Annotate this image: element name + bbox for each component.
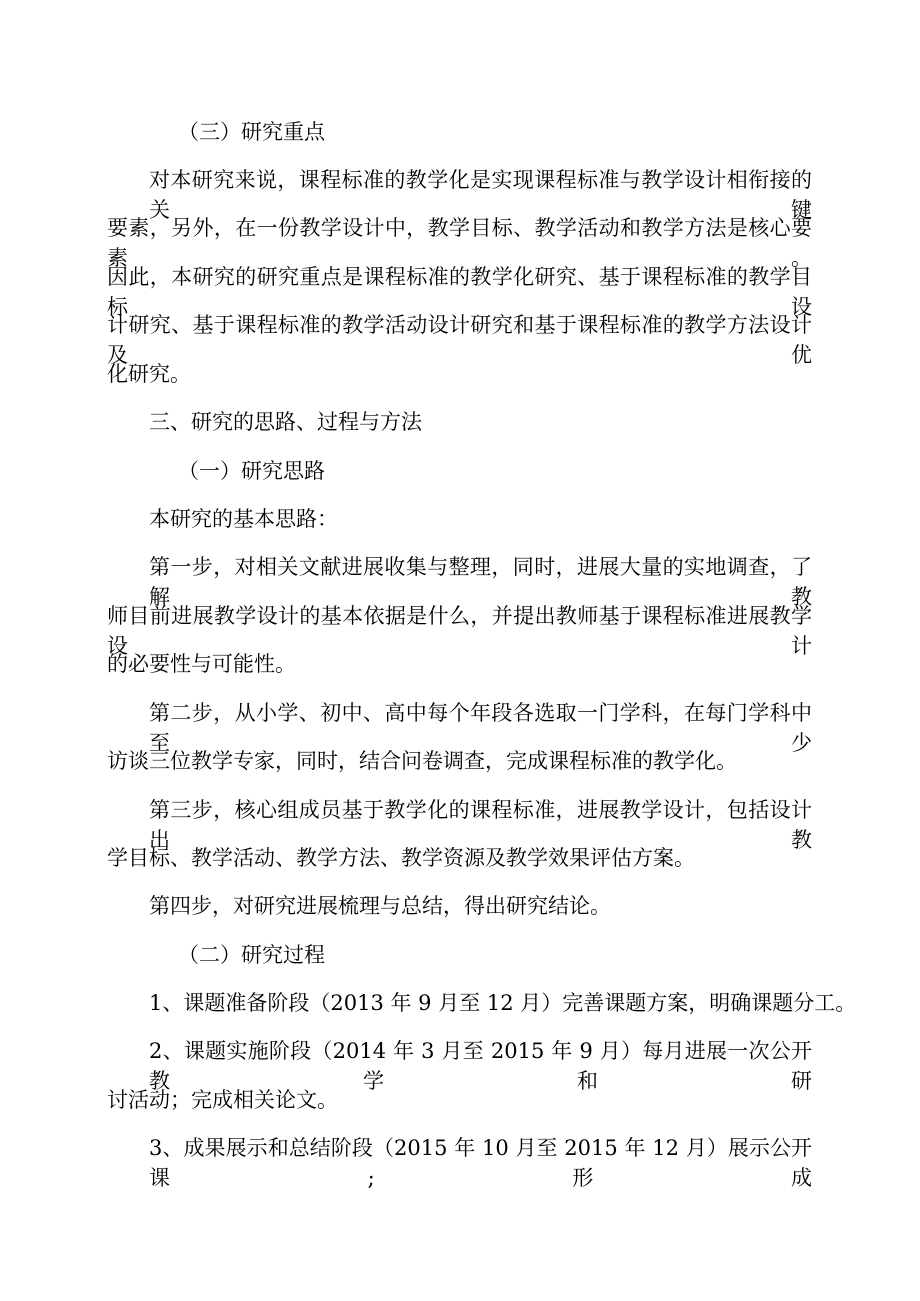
step2-line1: 第二步，从小学、初中、高中每个年段各选取一门学科，在每门学科中至少 bbox=[149, 701, 812, 755]
chapter3-heading: 三、研究的思路、过程与方法 bbox=[149, 410, 422, 434]
stage1-line1: 1、课题准备阶段（2013 年 9 月至 12 月）完善课题方案，明确课题分工。 bbox=[149, 991, 857, 1015]
para1-line1: 对本研究来说，课程标准的教学化是实现课程标准与教学设计相衔接的关键 bbox=[149, 168, 812, 222]
para1-line2: 要素，另外，在一份教学设计中，教学目标、教学活动和教学方法是核心要素。 bbox=[107, 216, 812, 270]
step3-line1: 第三步，核心组成员基于教学化的课程标准，进展教学设计，包括设计出教 bbox=[149, 798, 812, 852]
para1-line5: 化研究。 bbox=[107, 362, 191, 386]
stage2-line1: 2、课题实施阶段（2014 年 3 月至 2015 年 9 月）每月进展一次公开教学和研 bbox=[149, 1039, 812, 1093]
stage2-line2: 讨活动；完成相关论文。 bbox=[107, 1088, 338, 1112]
stage3-line1: 3、成果展示和总结阶段（2015 年 10 月至 2015 年 12 月）展示公开课;形成 bbox=[149, 1136, 812, 1190]
section1-heading: （一）研究思路 bbox=[178, 459, 325, 483]
step2-line2: 访谈三位教学专家，同时，结合问卷调查，完成课程标准的教学化。 bbox=[107, 749, 737, 773]
section2-heading: （二）研究过程 bbox=[178, 943, 325, 967]
section3-heading: （三）研究重点 bbox=[178, 120, 325, 144]
step4-line1: 第四步，对研究进展梳理与总结，得出研究结论。 bbox=[149, 894, 611, 918]
basic-idea: 本研究的基本思路： bbox=[149, 507, 338, 531]
step3-line2: 学目标、教学活动、教学方法、教学资源及教学效果评估方案。 bbox=[107, 846, 695, 870]
step1-line2: 师目前进展教学设计的基本依据是什么，并提出教师基于课程标准进展教学设计 bbox=[107, 604, 812, 658]
step1-line1: 第一步，对相关文献进展收集与整理，同时，进展大量的实地调查，了解教 bbox=[149, 555, 812, 609]
para1-line3: 因此，本研究的研究重点是课程标准的教学化研究、基于课程标准的教学目标设 bbox=[107, 265, 812, 319]
step1-line3: 的必要性与可能性。 bbox=[107, 652, 296, 676]
para1-line4: 计研究、基于课程标准的教学活动设计研究和基于课程标准的教学方法设计及优 bbox=[107, 313, 812, 367]
